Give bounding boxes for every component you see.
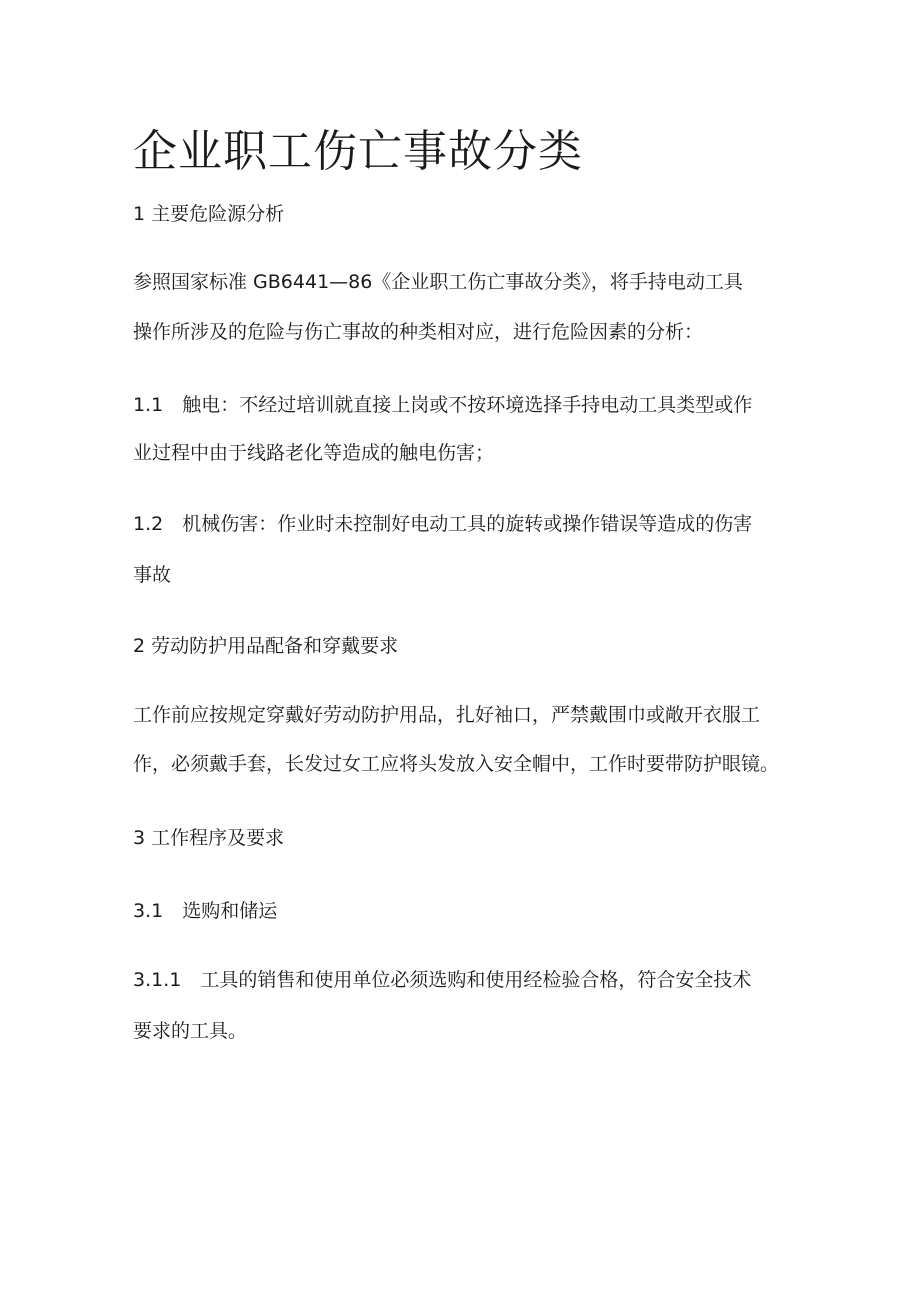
paragraph-reference-line-2: 操作所涉及的危险与伤亡事故的种类相对应，进行危险因素的分析： xyxy=(133,321,704,343)
item-3-1-1-line-2: 要求的工具。 xyxy=(133,1020,248,1042)
paragraph-ppe-line-2: 作，必须戴手套，长发过女工应将头发放入安全帽中，工作时要带防护眼镜。 xyxy=(133,753,780,775)
section-heading-1: 1 主要危险源分析 xyxy=(133,203,285,225)
paragraph-reference-line-1: 参照国家标准 GB6441—86《企业职工伤亡事故分类》，将手持电动工具 xyxy=(133,271,743,293)
item-1-1-line-2: 业过程中由于线路老化等造成的触电伤害； xyxy=(133,442,495,464)
item-3-1-1-line-1: 3.1.1 工具的销售和使用单位必须选购和使用经检验合格，符合安全技术 xyxy=(133,969,752,991)
section-heading-2: 2 劳动防护用品配备和穿戴要求 xyxy=(133,635,399,657)
item-1-2-line-1: 1.2 机械伤害：作业时未控制好电动工具的旋转或操作错误等造成的伤害 xyxy=(133,513,753,535)
item-1-2-line-2: 事故 xyxy=(133,564,172,586)
item-1-1-line-1: 1.1 触电：不经过培训就直接上岗或不按环境选择手持电动工具类型或作 xyxy=(133,394,753,416)
document-title: 企业职工伤亡事故分类 xyxy=(133,126,583,177)
section-heading-3: 3 工作程序及要求 xyxy=(133,827,285,849)
paragraph-ppe-line-1: 工作前应按规定穿戴好劳动防护用品，扎好袖口，严禁戴围巾或敞开衣服工 xyxy=(133,704,761,726)
subsection-heading-3-1: 3.1 选购和储运 xyxy=(133,900,278,922)
